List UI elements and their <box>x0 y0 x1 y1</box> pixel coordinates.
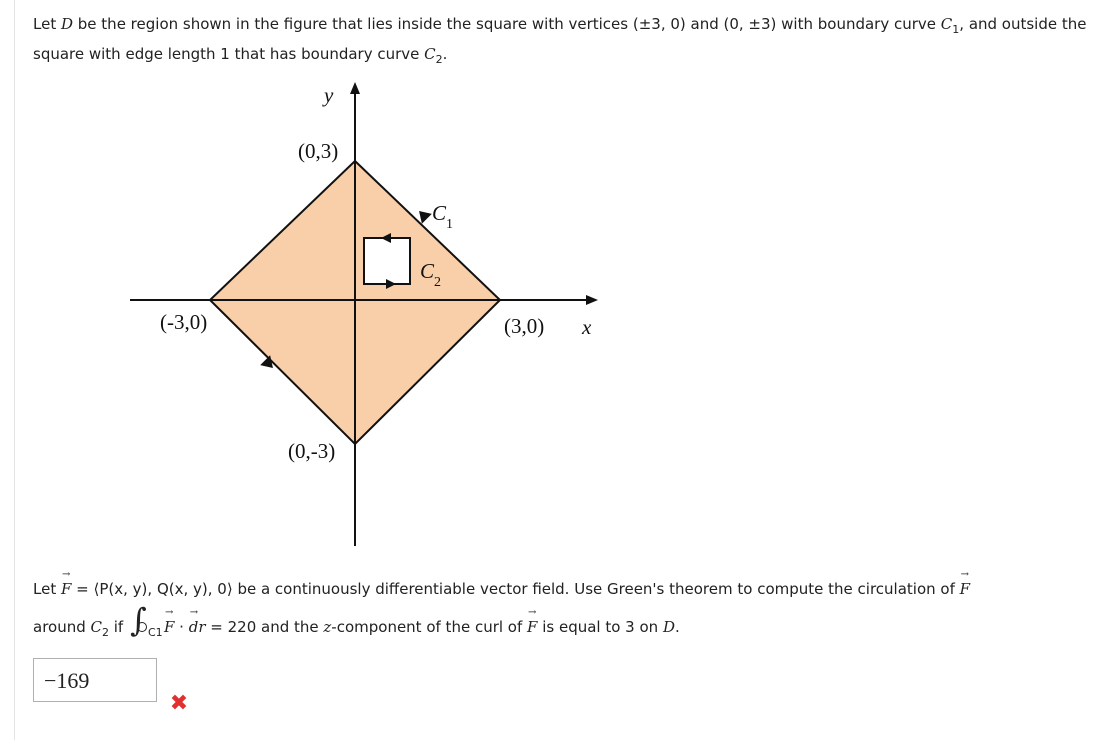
left-border <box>14 0 15 740</box>
x-axis-label: x <box>582 315 592 339</box>
question-text <box>33 570 1093 652</box>
answer-input[interactable]: −169 <box>33 658 157 702</box>
bottom-vertex-label: (0,-3) <box>288 439 336 463</box>
top-vertex-label: (0,3) <box>298 139 339 163</box>
left-vertex-label: (-3,0) <box>160 310 208 334</box>
problem-statement: Let D be the region shown in the figure that lies inside the square with vertices (±3, 0) and (0, ±3) with boundary curve $C_1$, and outside the square with edge length 1 that has boundary curve $C_2$. <box>33 15 1087 66</box>
y-axis-arrow <box>350 82 360 94</box>
c1-label-sub: 1 <box>446 217 453 232</box>
line-integral-icon: ∫ C1 <box>129 600 163 639</box>
x-axis-arrow <box>586 295 598 305</box>
x-mark-icon: ✖ <box>169 691 189 716</box>
right-vertex-label: (3,0) <box>504 314 545 338</box>
question-line-2: around $C_2$ if ∫ C1 → F · → dr = 220 and the z-component of the curl of → F is equal to 3 on D. <box>33 608 1093 652</box>
c2-label-sub: 2 <box>434 275 441 290</box>
y-axis-label: y <box>324 83 334 107</box>
region-figure <box>120 78 620 548</box>
c2-label: C <box>420 259 435 283</box>
question-line-1: Let → F = ⟨P(x, y), Q(x, y), 0⟩ be a continuously differentiable vector field. Use Green's theorem to compute the circulation of → F <box>33 570 1093 608</box>
c1-label: C <box>432 201 447 225</box>
inner-square-c2 <box>364 238 410 284</box>
